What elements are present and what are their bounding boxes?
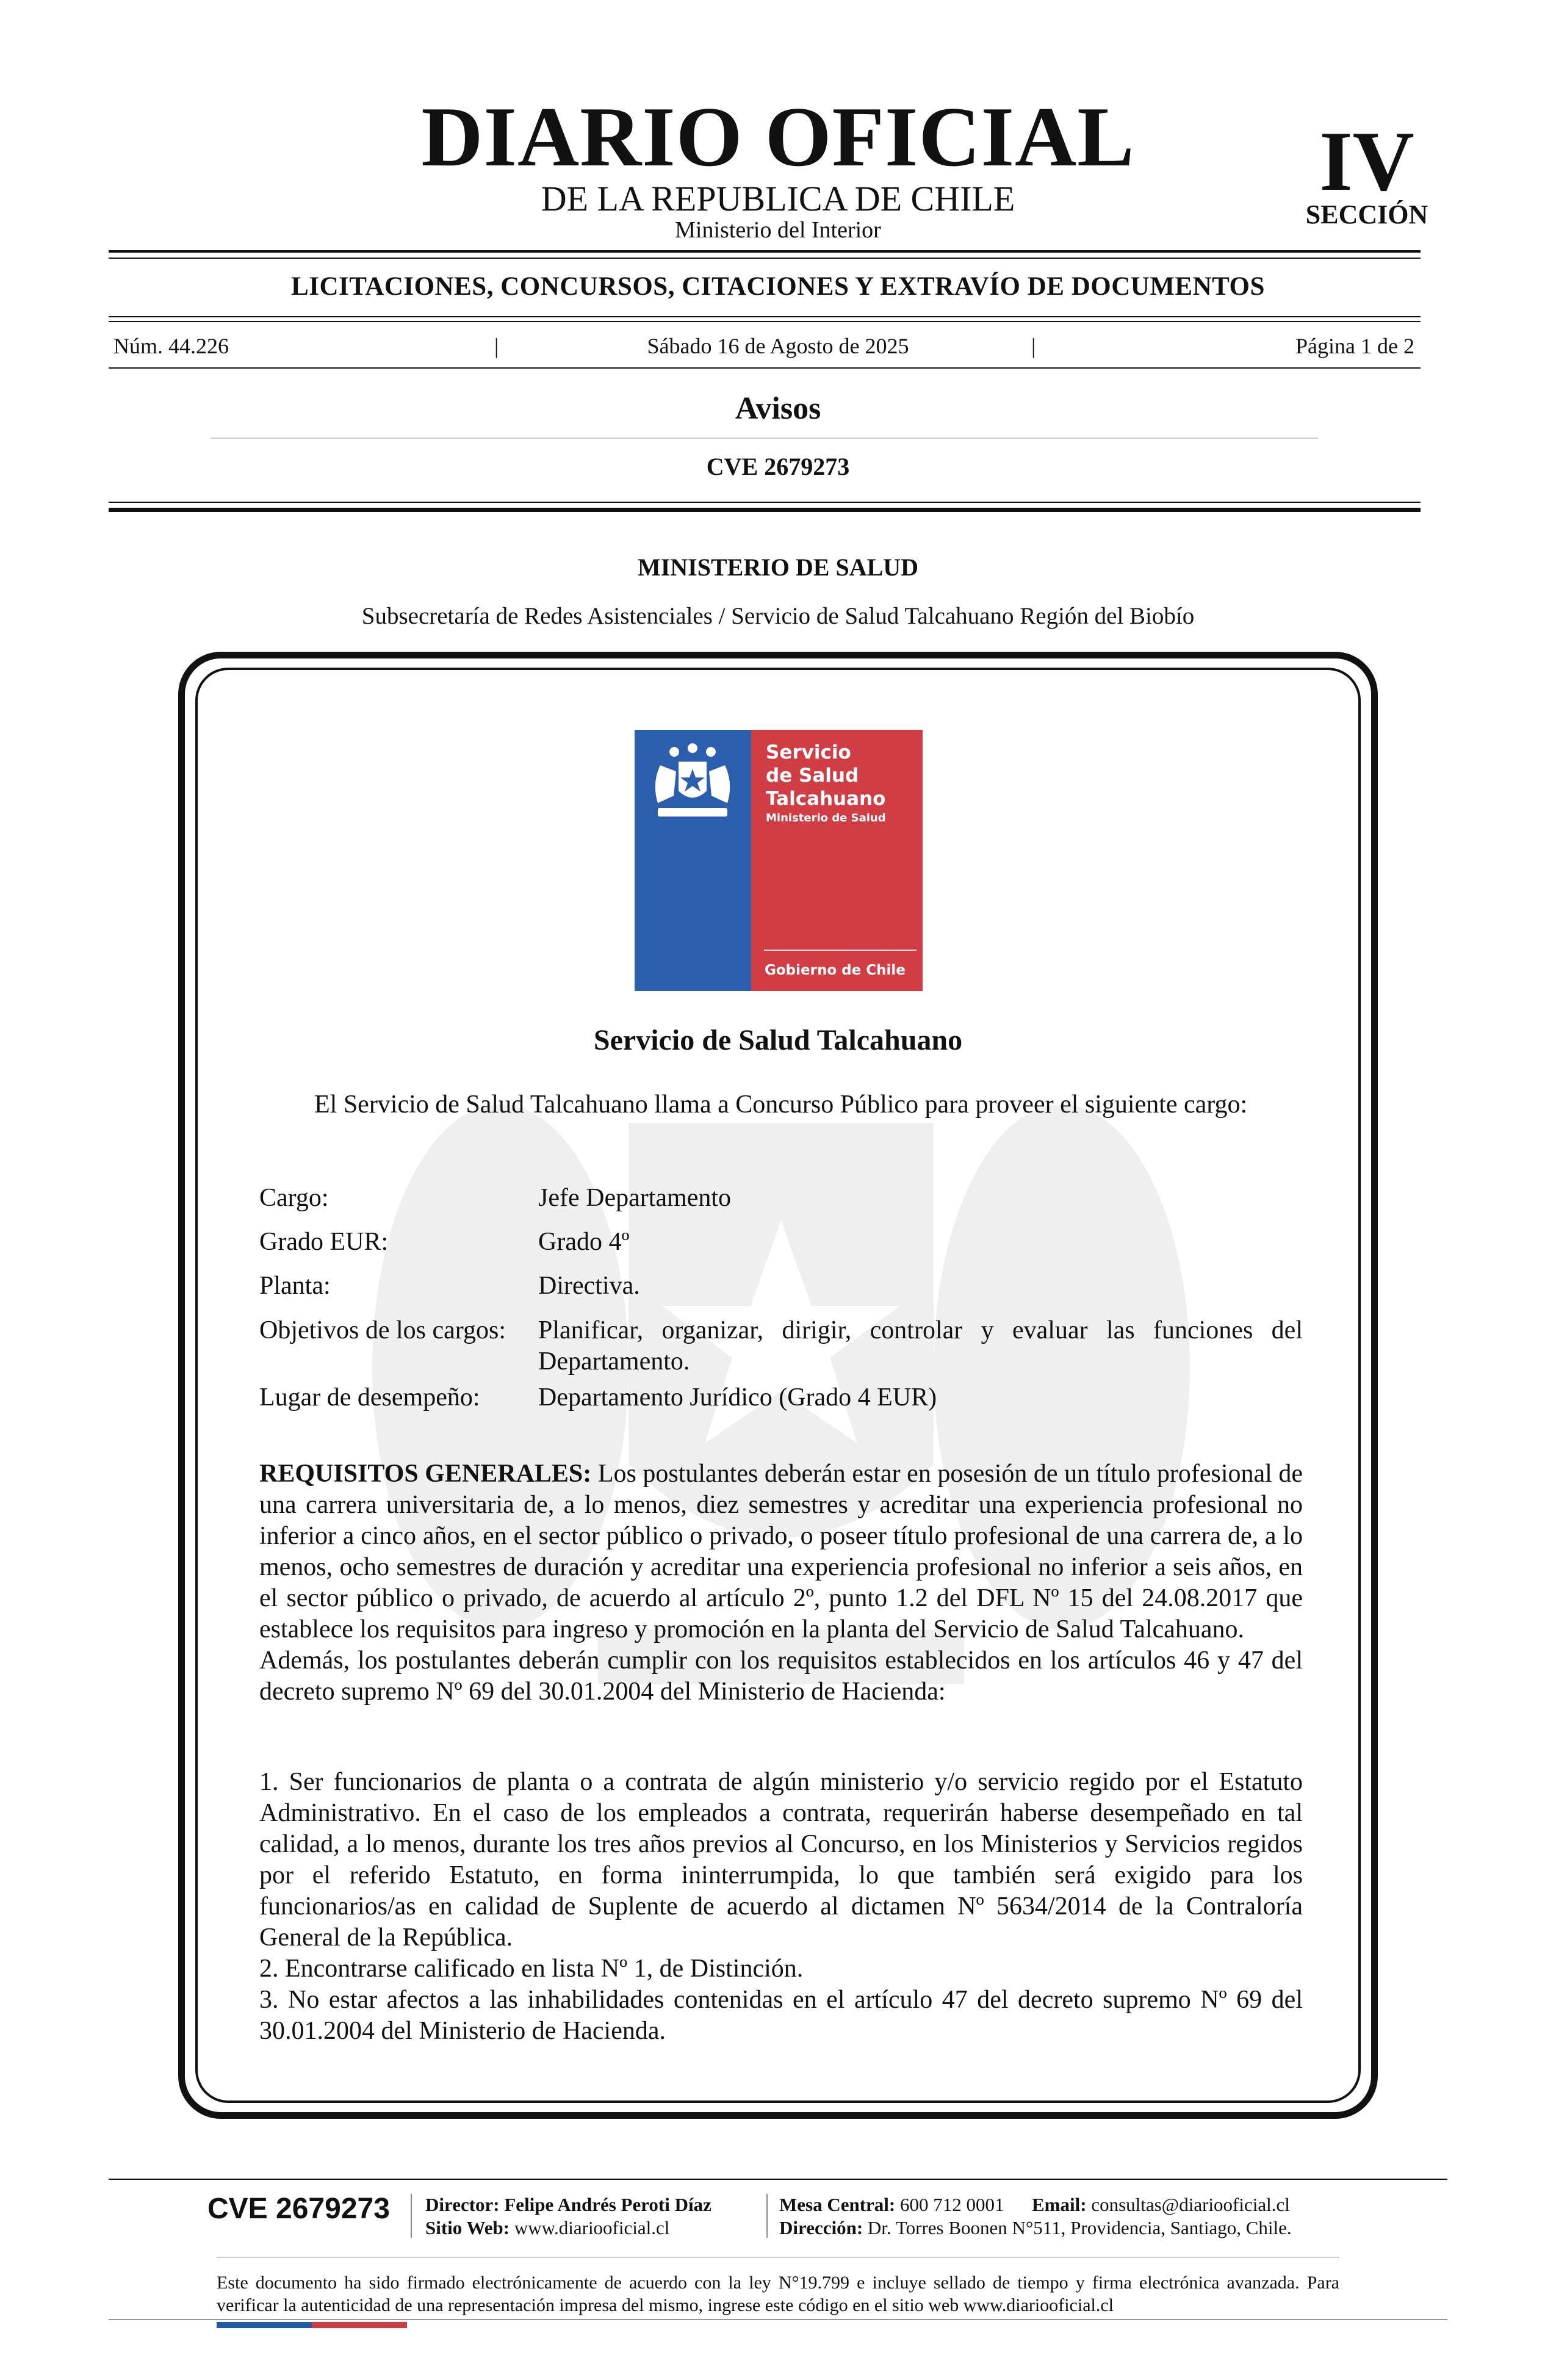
footer-director-label: Director: <box>425 2194 500 2215</box>
requirements-paragraph <box>259 1459 1303 1645</box>
requirements-heading: REQUISITOS GENERALES: <box>259 1460 592 1488</box>
issue-date: Sábado 16 de Agosto de 2025 <box>647 334 909 358</box>
footer-separator-2 <box>766 2194 768 2238</box>
section-number: IV <box>1319 114 1414 209</box>
footer-director-line <box>425 2193 711 2216</box>
footer-website-link[interactable]: www.diariooficial.cl <box>514 2217 670 2238</box>
footer-website-label: Sitio Web: <box>425 2217 510 2238</box>
footer-email-label: Email: <box>1032 2194 1087 2215</box>
footer-rule-mid <box>217 2257 1339 2258</box>
header-rule-top-thin <box>109 258 1421 259</box>
field-label-objetivos: Objetivos de los cargos: <box>259 1316 506 1344</box>
servicio-salud-logo <box>635 730 923 991</box>
issue-number: Núm. 44.226 <box>113 334 229 358</box>
section-label: SECCIÓN <box>1305 200 1428 229</box>
coat-of-arms-icon <box>647 741 738 826</box>
intro-text: El Servicio de Salud Talcahuano llama a Concurso Público para proveer el siguiente cargo: <box>314 1091 1248 1119</box>
field-label-lugar: Lugar de desempeño: <box>259 1383 480 1412</box>
header-rule-top <box>109 250 1421 253</box>
field-value-lugar: Departamento Jurídico (Grado 4 EUR) <box>538 1383 937 1412</box>
additional-requirements: Además, los postulantes deberán cumplir con los requisitos establecidos en los artículos 46 y 47 del decreto supremo Nº 69 del 30.01.2004 del Ministerio de Hacienda: <box>259 1646 1303 1706</box>
footer-rule-bottom <box>109 2319 1447 2320</box>
field-label-cargo: Cargo: <box>259 1184 329 1212</box>
footer-signature-note: Este documento ha sido firmado electrónicamente de acuerdo con la ley N°19.799 e incluye sellado de tiempo y firma electrónica avanzada. Para verificar la autenticidad de una representación impresa del mismo, ingrese este código en el sitio web www.diariooficial.cl <box>217 2273 1339 2315</box>
field-value-planta: Directiva. <box>538 1272 640 1300</box>
info-rule <box>109 367 1421 369</box>
list-item: 2. Encontrarse calificado en lista Nº 1, de Distinción. <box>259 1955 804 1983</box>
issue-separator-left: | <box>494 334 499 358</box>
cve-rule-thin <box>109 502 1421 503</box>
footer-address-line <box>779 2216 1292 2240</box>
avisos-rule <box>211 438 1318 439</box>
footer-website-line <box>425 2216 669 2240</box>
logo-name-line2: de Salud <box>766 765 859 787</box>
logo-name-line3: Talcahuano <box>766 788 886 810</box>
field-value-objetivos: Planificar, organizar, dirigir, controlar y evaluar las funciones del Departamento. <box>538 1316 1303 1376</box>
field-label-grado: Grado EUR: <box>259 1228 389 1256</box>
footer-rule-top <box>109 2179 1447 2180</box>
logo-name-line1: Servicio <box>766 741 851 763</box>
notice-type: Avisos <box>735 391 821 426</box>
footer-cve-code: CVE 2679273 <box>207 2193 390 2225</box>
footer-contact-line <box>779 2193 1290 2216</box>
footer-flag-red <box>312 2322 407 2328</box>
ministry-heading: MINISTERIO DE SALUD <box>637 554 919 581</box>
logo-ministry: Ministerio de Salud <box>766 812 886 824</box>
masthead-subtitle: DE LA REPUBLICA DE CHILE <box>541 179 1015 218</box>
requirements-list <box>259 1767 1303 2047</box>
requirements-section <box>259 1459 1303 1707</box>
footer-separator-1 <box>411 2194 412 2238</box>
footer-phone-label: Mesa Central: <box>779 2194 896 2215</box>
footer-address-label: Dirección: <box>779 2217 863 2238</box>
list-item: 3. No estar afectos a las inhabilidades contenidas en el artículo 47 del decreto supremo Nº 69 del 30.01.2004 del Ministerio de Hacienda. <box>259 1986 1303 2045</box>
section-rule-b <box>109 321 1421 322</box>
footer-phone: 600 712 0001 <box>900 2194 1004 2215</box>
requirements-text: Los postulantes deberán estar en posesión de un título profesional de una carrera universitaria de, a lo menos, diez semestres y acreditar una experiencia profesional no inferior a cinco años, en el sector público o privado, o poseer título profesional de una carrera de, a lo menos, ocho semestres de duración y acreditar una experiencia profesional no inferior a seis años, en el sector público o privado, de acuerdo al artículo 2º, punto 1.2 del DFL Nº 15 del 24.08.2017 que establece los requisitos para ingreso y promoción en la planta del Servicio de Salud Talcahuano. <box>259 1460 1303 1643</box>
masthead-ministry: Ministerio del Interior <box>675 217 881 243</box>
logo-divider <box>764 950 917 951</box>
cve-code: CVE 2679273 <box>706 453 850 480</box>
footer-email-link[interactable]: consultas@diariooficial.cl <box>1091 2194 1290 2215</box>
list-item: 1. Ser funcionarios de planta o a contrata de algún ministerio y/o servicio regido por el Estatuto Administrativo. En el caso de los empleados a contrata, requerirán haberse desempeñado en tal calidad, a lo menos, durante los tres años previos al Concurso, en los Ministerios y Servicios regidos por el referido Estatuto, en forma ininterrumpida, lo que también será exigido para los funcionarios/as en calidad de Suplente de acuerdo al dictamen Nº 5634/2014 de la Contraloría General de la República. <box>259 1768 1303 1952</box>
section-rule-a <box>109 316 1421 317</box>
section-heading: LICITACIONES, CONCURSOS, CITACIONES Y EXTRAVÍO DE DOCUMENTOS <box>291 272 1265 301</box>
document-title: Servicio de Salud Talcahuano <box>593 1024 963 1056</box>
logo-government: Gobierno de Chile <box>765 962 906 978</box>
footer-director-name: Felipe Andrés Peroti Díaz <box>504 2194 711 2215</box>
footer-address: Dr. Torres Boonen N°511, Providencia, Santiago, Chile. <box>867 2217 1292 2238</box>
field-value-grado: Grado 4º <box>538 1228 630 1256</box>
subsecretaria-line: Subsecretaría de Redes Asistenciales / Servicio de Salud Talcahuano Región del Biobío <box>361 603 1195 629</box>
footer-flag-blue <box>217 2322 312 2328</box>
issue-page: Página 1 de 2 <box>1295 334 1414 358</box>
field-label-planta: Planta: <box>259 1272 331 1300</box>
issue-separator-right: | <box>1031 334 1036 358</box>
masthead-title: DIARIO OFICIAL <box>421 90 1135 184</box>
cve-rule-thick <box>109 508 1421 512</box>
field-value-cargo: Jefe Departamento <box>538 1184 732 1212</box>
intro-paragraph <box>259 1089 1303 1120</box>
logo-name <box>766 741 885 810</box>
